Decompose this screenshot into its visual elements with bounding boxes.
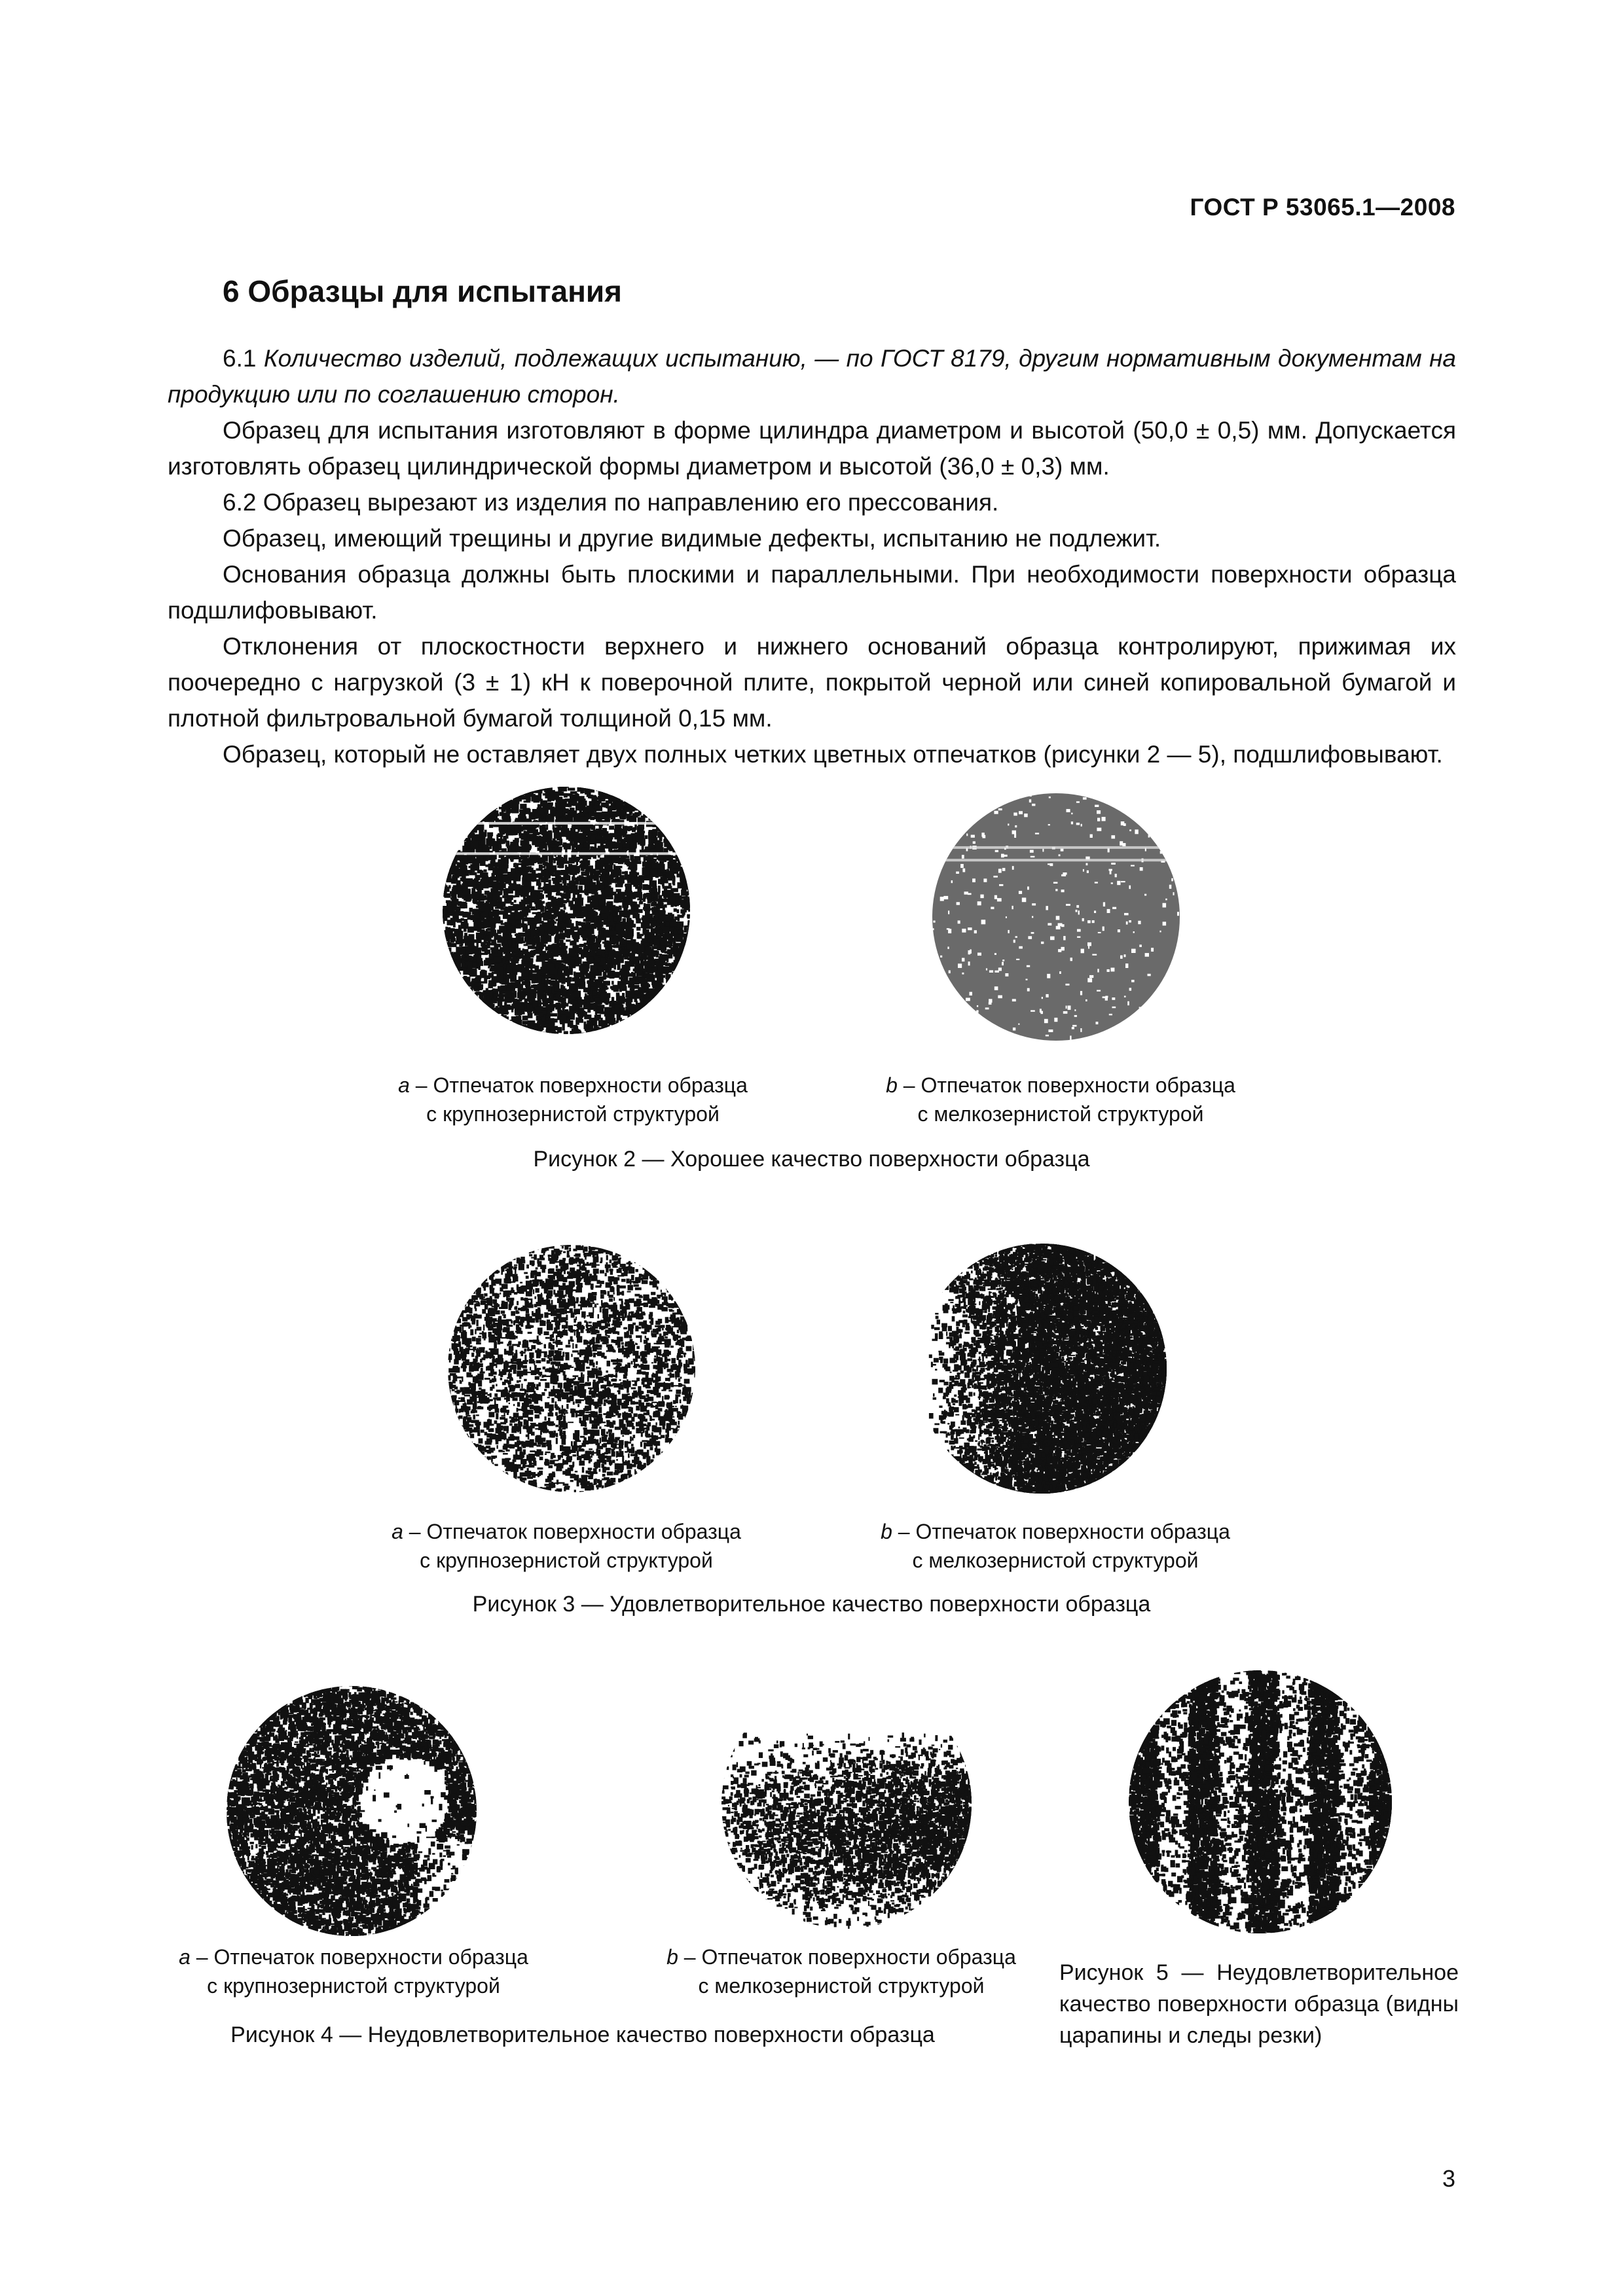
fig3b-print-image: [914, 1241, 1169, 1496]
caption-structure: с крупнозернистой структурой: [363, 1100, 782, 1128]
clause-number: 6.1: [223, 345, 264, 372]
paragraph-6-2: 6.2 Образец вырезают из изделия по направлению его прессования.: [168, 484, 1456, 520]
caption-text: – Отпечаток поверхности образца: [678, 1945, 1016, 1969]
fig2b-caption: [851, 1071, 1270, 1128]
fig4a-print-image: [224, 1683, 479, 1939]
caption-structure: с мелкозернистой структурой: [632, 1971, 1051, 2000]
section-heading: 6 Образцы для испытания: [223, 274, 622, 309]
caption-letter: b: [666, 1945, 678, 1969]
caption-letter: b: [881, 1520, 892, 1543]
figure-4-title: Рисунок 4 — Неудовлетворительное качество поверхности образца: [177, 2022, 989, 2048]
caption-structure: с крупнозернистой структурой: [144, 1971, 563, 2000]
fig4a-caption: [144, 1943, 563, 2000]
caption-letter: а: [398, 1073, 410, 1097]
paragraph-6-1: [168, 340, 1456, 412]
fig4b-caption: [632, 1943, 1051, 2000]
caption-letter: а: [179, 1945, 191, 1969]
document-code: ГОСТ Р 53065.1—2008: [1190, 194, 1455, 221]
paragraph: Основания образца должны быть плоскими и параллельными. При необходимости поверхности образца подшлифовывают.: [168, 556, 1456, 628]
fig3a-caption: [357, 1517, 776, 1575]
fig4b-print-image: [719, 1673, 974, 1935]
caption-text: – Отпечаток поверхности образца: [191, 1945, 528, 1969]
caption-structure: с мелкозернистой структурой: [851, 1100, 1270, 1128]
fig3a-print-image: [445, 1242, 698, 1495]
fig2a-print-image: [440, 784, 693, 1037]
figure-5-title: Рисунок 5 — Неудовлетворительное качество поверхности образца (видны царапины и следы резки): [1059, 1957, 1459, 2051]
page-number: 3: [1442, 2165, 1455, 2193]
figure-3-title: Рисунок 3 — Удовлетворительное качество поверхности образца: [0, 1592, 1623, 1617]
caption-text: – Отпечаток поверхности образца: [898, 1073, 1235, 1097]
caption-text: – Отпечаток поверхности образца: [892, 1520, 1230, 1543]
caption-letter: а: [392, 1520, 403, 1543]
paragraph: Образец, имеющий трещины и другие видимые дефекты, испытанию не подлежит.: [168, 520, 1456, 556]
caption-letter: b: [886, 1073, 898, 1097]
paragraph: Отклонения от плоскостности верхнего и нижнего оснований образца контролируют, прижимая их поочередно с нагрузкой (3 ± 1) кН к поверочной плите, покрытой черной или синей копировальной бумагой и плотной фильтровальной бумагой толщиной 0,15 мм.: [168, 628, 1456, 736]
caption-text: – Отпечаток поверхности образца: [410, 1073, 748, 1097]
fig2a-caption: [363, 1071, 782, 1128]
caption-text: – Отпечаток поверхности образца: [403, 1520, 741, 1543]
paragraph: Образец для испытания изготовляют в форме цилиндра диаметром и высотой (50,0 ± 0,5) мм. Допускается изготовлять образец цилиндрической формы диаметром и высотой (36,0 ± 0,3) мм.: [168, 412, 1456, 484]
caption-structure: с мелкозернистой структурой: [846, 1546, 1265, 1575]
clause-text: Количество изделий, подлежащих испытанию, — по ГОСТ 8179, другим нормативным документам на продукцию или по соглашению сторон.: [168, 345, 1456, 408]
section-body: [168, 340, 1456, 772]
fig5-print-image: [1126, 1668, 1395, 1936]
paragraph: Образец, который не оставляет двух полных четких цветных отпечатков (рисунки 2 — 5), подшлифовывают.: [168, 736, 1456, 772]
fig2b-print-image: [930, 791, 1182, 1043]
caption-structure: с крупнозернистой структурой: [357, 1546, 776, 1575]
figure-2-title: Рисунок 2 — Хорошее качество поверхности образца: [0, 1147, 1623, 1172]
fig3b-caption: [846, 1517, 1265, 1575]
